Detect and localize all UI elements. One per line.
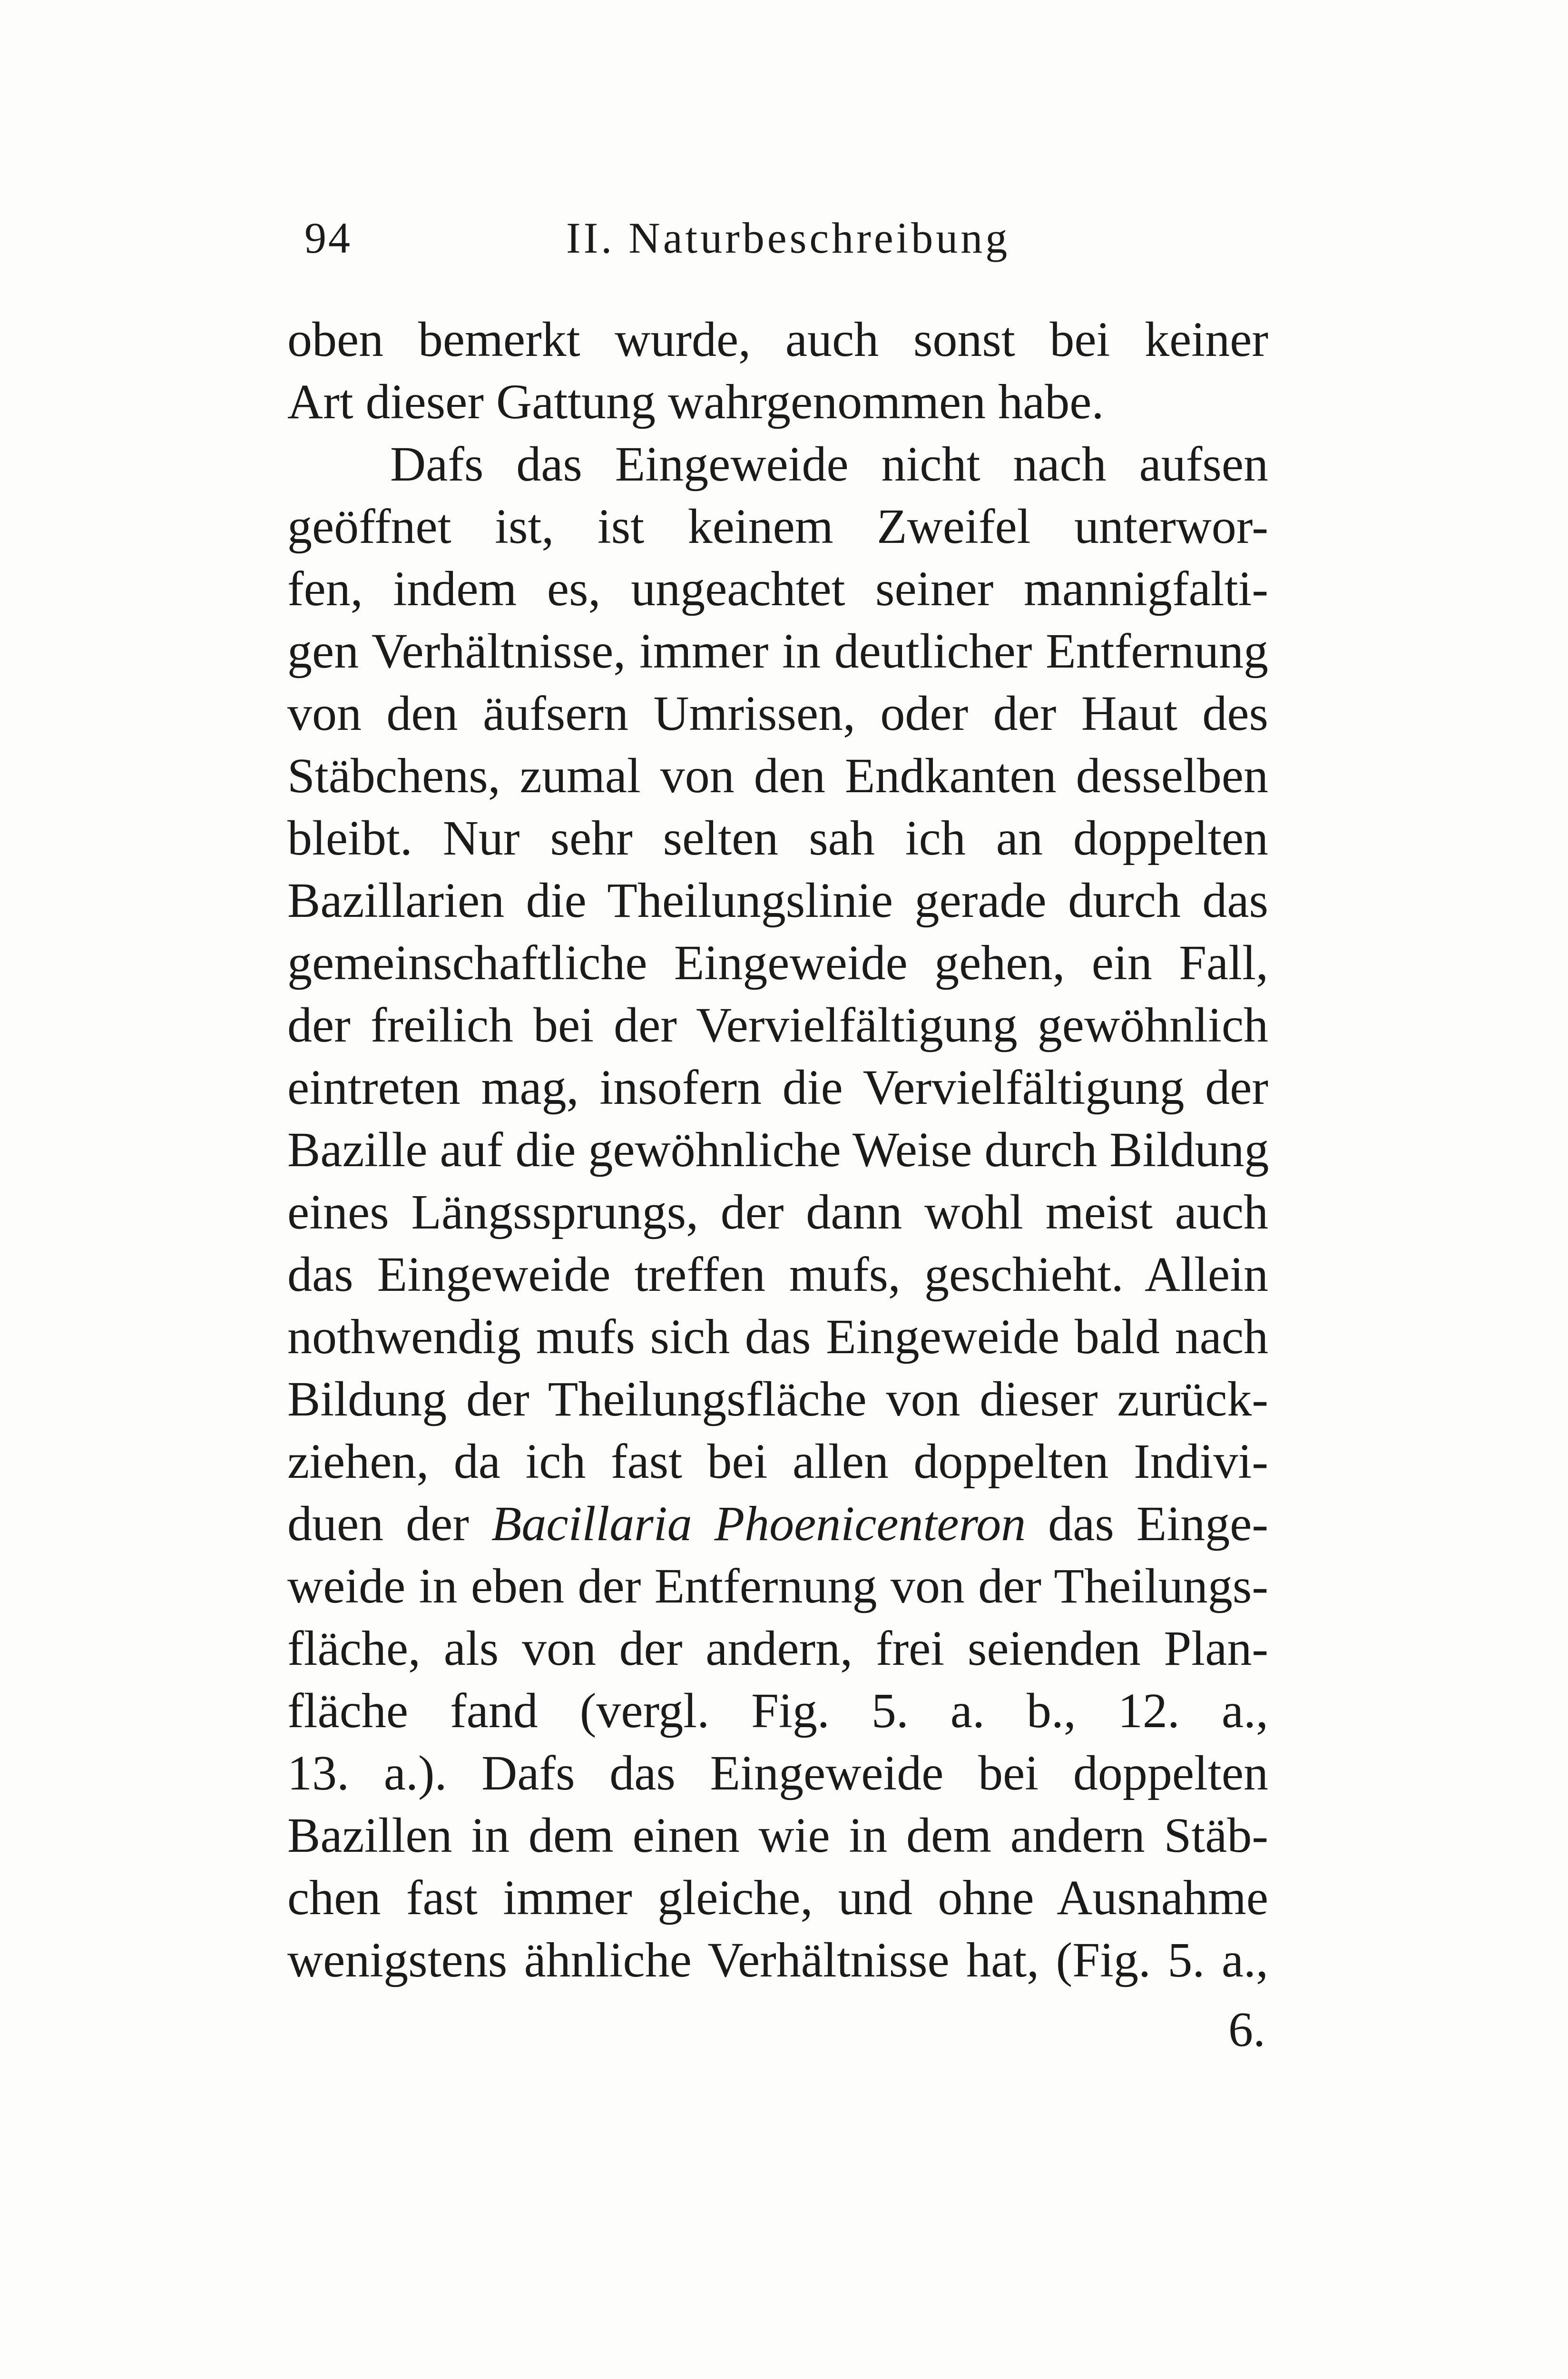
text-line: bleibt. Nur sehr selten sah ich an doppelten [287, 811, 1268, 865]
text-line: wenigstens ähnliche Verhältnisse hat, (Fig. 5. a., [287, 1933, 1268, 1987]
text-line: fen, indem es, ungeachtet seiner mannigfalti- [287, 561, 1268, 616]
text-line-with-species-name [287, 1493, 1268, 1555]
text-line: Bildung der Theilungsfläche von dieser zurück- [287, 1372, 1268, 1426]
text-line: eintreten mag, insofern die Vervielfältigung der [287, 1060, 1268, 1115]
text-fragment: das Einge- [1026, 1496, 1269, 1551]
text-line: ziehen, da ich fast bei allen doppelten Indivi- [287, 1434, 1268, 1489]
catchword: 6. [1228, 2002, 1265, 2057]
text-fragment: duen der [287, 1496, 491, 1551]
text-line: nothwendig mufs sich das Eingeweide bald nach [287, 1309, 1268, 1364]
text-line: weide in eben der Entfernung von der Theilungs- [287, 1559, 1268, 1613]
text-line: fläche, als von der andern, frei seienden Plan- [287, 1621, 1268, 1676]
text-line: 13. a.). Dafs das Eingeweide bei doppelten [287, 1746, 1268, 1800]
text-line: Bazillen in dem einen wie in dem andern Stäb- [287, 1808, 1268, 1863]
text-line: oben bemerkt wurde, auch sonst bei keiner [287, 312, 1268, 367]
text-line: Bazille auf die gewöhnliche Weise durch Bildung [287, 1122, 1269, 1177]
text-line: fläche fand (vergl. Fig. 5. a. b., 12. a., [287, 1683, 1268, 1738]
text-line: eines Längssprungs, der dann wohl meist auch [287, 1185, 1268, 1239]
text-line: von den äufsern Umrissen, oder der Haut des [287, 686, 1268, 741]
text-line: chen fast immer gleiche, und ohne Ausnahme [287, 1870, 1268, 1925]
text-line: der freilich bei der Vervielfältigung gewöhnlich [287, 998, 1268, 1052]
text-line: das Eingeweide treffen mufs, geschieht. Allein [287, 1247, 1268, 1302]
text-line: Art dieser Gattung wahrgenommen habe. [287, 374, 1104, 429]
running-head: II. Naturbeschreibung [566, 214, 1010, 262]
species-name: Bacillaria Phoenicenteron [491, 1496, 1026, 1551]
text-line: Stäbchens, zumal von den Endkanten desselben [287, 748, 1268, 803]
text-line: gemeinschaftliche Eingeweide gehen, ein Fall, [287, 935, 1268, 990]
text-line: Bazillarien die Theilungslinie gerade durch das [287, 873, 1268, 928]
body-text [287, 308, 1268, 1991]
page-header [304, 209, 1265, 266]
page-number: 94 [304, 214, 352, 262]
text-line: geöffnet ist, ist keinem Zweifel unterwor- [287, 499, 1268, 554]
text-line: Dafs das Eingeweide nicht nach aufsen [390, 437, 1268, 492]
text-line: gen Verhältnisse, immer in deutlicher Entfernung [287, 624, 1268, 678]
